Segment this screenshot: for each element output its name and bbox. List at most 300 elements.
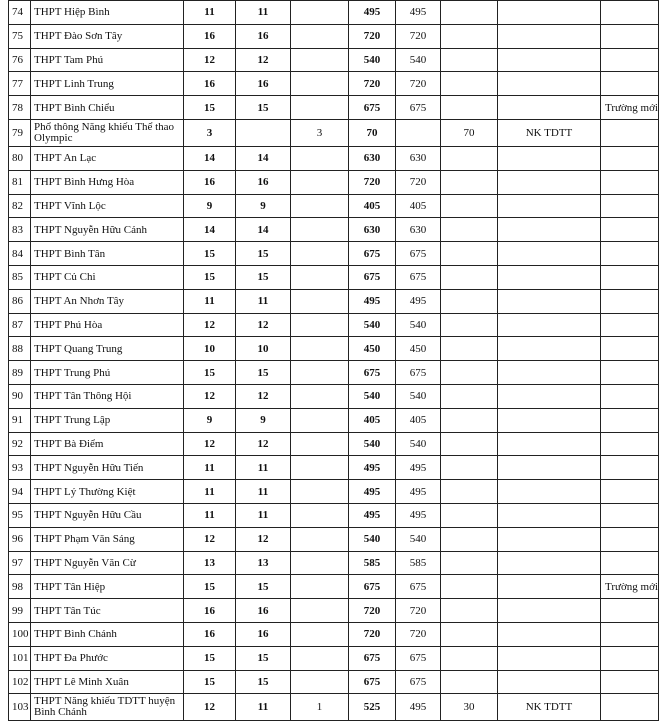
- specialization-type-cell: [498, 551, 601, 575]
- school-name-cell: THPT Tân Hiệp: [31, 575, 184, 599]
- specialized-classes-cell: [291, 456, 349, 480]
- note-cell: [601, 337, 659, 361]
- regular-students-cell: 720: [396, 170, 441, 194]
- specialized-classes-cell: [291, 194, 349, 218]
- table-row: [9, 694, 659, 721]
- total-students-cell: 540: [349, 384, 396, 408]
- specialized-classes-cell: [291, 480, 349, 504]
- specialized-classes-cell: [291, 242, 349, 266]
- table-row: [9, 646, 659, 670]
- regular-students-cell: 405: [396, 194, 441, 218]
- note-cell: [601, 408, 659, 432]
- note-cell: [601, 48, 659, 72]
- regular-classes-cell: 15: [236, 242, 291, 266]
- specialized-classes-cell: [291, 384, 349, 408]
- specialization-type-cell: [498, 24, 601, 48]
- regular-students-cell: 675: [396, 96, 441, 120]
- total-classes-cell: 11: [184, 289, 236, 313]
- note-cell: [601, 527, 659, 551]
- specialization-type-cell: [498, 313, 601, 337]
- regular-classes-cell: 15: [236, 575, 291, 599]
- school-name-cell: THPT Bình Chánh: [31, 622, 184, 646]
- regular-classes-cell: 15: [236, 96, 291, 120]
- specialized-students-cell: [441, 361, 498, 385]
- note-cell: [601, 242, 659, 266]
- specialization-type-cell: [498, 265, 601, 289]
- school-name-cell: THPT Phạm Văn Sáng: [31, 527, 184, 551]
- specialization-type-cell: [498, 408, 601, 432]
- specialization-type-cell: [498, 1, 601, 25]
- regular-students-cell: 495: [396, 503, 441, 527]
- specialization-type-cell: [498, 72, 601, 96]
- specialization-type-cell: NK TDTT: [498, 119, 601, 146]
- total-students-cell: 540: [349, 313, 396, 337]
- school-name-cell: THPT Hiệp Bình: [31, 1, 184, 25]
- regular-students-cell: 495: [396, 694, 441, 721]
- specialized-classes-cell: [291, 1, 349, 25]
- table-row: [9, 218, 659, 242]
- regular-students-cell: 675: [396, 265, 441, 289]
- specialization-type-cell: [498, 48, 601, 72]
- specialized-students-cell: [441, 575, 498, 599]
- total-students-cell: 540: [349, 432, 396, 456]
- specialization-type-cell: [498, 384, 601, 408]
- specialized-classes-cell: [291, 622, 349, 646]
- total-students-cell: 495: [349, 480, 396, 504]
- regular-classes-cell: 10: [236, 337, 291, 361]
- regular-students-cell: 585: [396, 551, 441, 575]
- total-classes-cell: 9: [184, 194, 236, 218]
- row-number-cell: 76: [9, 48, 31, 72]
- specialized-students-cell: [441, 1, 498, 25]
- total-classes-cell: 13: [184, 551, 236, 575]
- specialized-students-cell: [441, 432, 498, 456]
- specialized-students-cell: [441, 218, 498, 242]
- total-students-cell: 720: [349, 24, 396, 48]
- school-name-cell: THPT Năng khiếu TDTT huyện Bình Chánh: [31, 694, 184, 721]
- total-students-cell: 720: [349, 170, 396, 194]
- regular-students-cell: 540: [396, 313, 441, 337]
- specialization-type-cell: [498, 527, 601, 551]
- school-name-cell: THPT An Nhơn Tây: [31, 289, 184, 313]
- total-classes-cell: 12: [184, 384, 236, 408]
- row-number-cell: 89: [9, 361, 31, 385]
- regular-students-cell: 495: [396, 1, 441, 25]
- total-students-cell: 495: [349, 456, 396, 480]
- total-classes-cell: 16: [184, 622, 236, 646]
- regular-students-cell: 495: [396, 456, 441, 480]
- row-number-cell: 78: [9, 96, 31, 120]
- table-row: [9, 432, 659, 456]
- table-row: [9, 599, 659, 623]
- row-number-cell: 84: [9, 242, 31, 266]
- specialization-type-cell: [498, 622, 601, 646]
- row-number-cell: 75: [9, 24, 31, 48]
- total-classes-cell: 15: [184, 575, 236, 599]
- note-cell: [601, 622, 659, 646]
- specialization-type-cell: [498, 242, 601, 266]
- note-cell: [601, 456, 659, 480]
- regular-classes-cell: 13: [236, 551, 291, 575]
- regular-classes-cell: 15: [236, 646, 291, 670]
- table-body: [9, 1, 659, 721]
- regular-classes-cell: 16: [236, 599, 291, 623]
- total-classes-cell: 12: [184, 694, 236, 721]
- note-cell: Trường mới: [601, 96, 659, 120]
- row-number-cell: 90: [9, 384, 31, 408]
- total-classes-cell: 16: [184, 72, 236, 96]
- total-classes-cell: 15: [184, 265, 236, 289]
- specialized-students-cell: 30: [441, 694, 498, 721]
- specialized-classes-cell: [291, 48, 349, 72]
- total-classes-cell: 12: [184, 432, 236, 456]
- specialized-students-cell: [441, 170, 498, 194]
- school-name-cell: THPT Vĩnh Lộc: [31, 194, 184, 218]
- total-students-cell: 495: [349, 1, 396, 25]
- row-number-cell: 98: [9, 575, 31, 599]
- specialized-classes-cell: [291, 24, 349, 48]
- regular-classes-cell: 16: [236, 72, 291, 96]
- regular-students-cell: 675: [396, 575, 441, 599]
- specialized-students-cell: [441, 622, 498, 646]
- specialized-students-cell: [441, 551, 498, 575]
- table-row: [9, 72, 659, 96]
- regular-students-cell: 450: [396, 337, 441, 361]
- specialized-students-cell: [441, 527, 498, 551]
- specialization-type-cell: [498, 194, 601, 218]
- specialized-classes-cell: [291, 432, 349, 456]
- total-students-cell: 675: [349, 96, 396, 120]
- row-number-cell: 100: [9, 622, 31, 646]
- school-name-cell: THPT Củ Chi: [31, 265, 184, 289]
- specialized-classes-cell: [291, 408, 349, 432]
- specialized-students-cell: [441, 480, 498, 504]
- table-row: [9, 313, 659, 337]
- table-row: [9, 289, 659, 313]
- regular-classes-cell: 12: [236, 384, 291, 408]
- specialized-students-cell: [441, 646, 498, 670]
- row-number-cell: 81: [9, 170, 31, 194]
- table-row: [9, 527, 659, 551]
- note-cell: [601, 646, 659, 670]
- specialized-classes-cell: [291, 599, 349, 623]
- row-number-cell: 95: [9, 503, 31, 527]
- regular-classes-cell: 11: [236, 480, 291, 504]
- table-row: [9, 551, 659, 575]
- total-students-cell: 405: [349, 194, 396, 218]
- specialized-classes-cell: [291, 575, 349, 599]
- note-cell: [601, 670, 659, 694]
- specialized-students-cell: [441, 48, 498, 72]
- total-classes-cell: 11: [184, 1, 236, 25]
- regular-classes-cell: 12: [236, 48, 291, 72]
- regular-students-cell: 720: [396, 622, 441, 646]
- regular-students-cell: 675: [396, 670, 441, 694]
- row-number-cell: 87: [9, 313, 31, 337]
- total-students-cell: 720: [349, 622, 396, 646]
- school-name-cell: THPT Bà Điểm: [31, 432, 184, 456]
- specialization-type-cell: [498, 218, 601, 242]
- regular-students-cell: 495: [396, 480, 441, 504]
- total-students-cell: 630: [349, 146, 396, 170]
- regular-classes-cell: 12: [236, 527, 291, 551]
- note-cell: [601, 194, 659, 218]
- note-cell: [601, 361, 659, 385]
- note-cell: Trường mới: [601, 575, 659, 599]
- note-cell: [601, 432, 659, 456]
- school-name-cell: THPT Trung Lập: [31, 408, 184, 432]
- note-cell: [601, 146, 659, 170]
- regular-classes-cell: 16: [236, 622, 291, 646]
- total-students-cell: 675: [349, 361, 396, 385]
- specialized-classes-cell: [291, 361, 349, 385]
- note-cell: [601, 694, 659, 721]
- total-students-cell: 675: [349, 575, 396, 599]
- total-students-cell: 405: [349, 408, 396, 432]
- regular-students-cell: 540: [396, 527, 441, 551]
- specialized-classes-cell: [291, 96, 349, 120]
- regular-students-cell: 675: [396, 361, 441, 385]
- total-classes-cell: 14: [184, 146, 236, 170]
- school-name-cell: THPT Nguyễn Hữu Cảnh: [31, 218, 184, 242]
- specialized-classes-cell: [291, 72, 349, 96]
- row-number-cell: 77: [9, 72, 31, 96]
- note-cell: [601, 1, 659, 25]
- total-classes-cell: 3: [184, 119, 236, 146]
- note-cell: [601, 24, 659, 48]
- total-students-cell: 70: [349, 119, 396, 146]
- note-cell: [601, 218, 659, 242]
- note-cell: [601, 72, 659, 96]
- school-name-cell: THPT Nguyễn Hữu Tiến: [31, 456, 184, 480]
- specialized-classes-cell: [291, 551, 349, 575]
- regular-classes-cell: 11: [236, 456, 291, 480]
- total-classes-cell: 12: [184, 313, 236, 337]
- total-students-cell: 675: [349, 242, 396, 266]
- regular-classes-cell: 11: [236, 694, 291, 721]
- regular-classes-cell: 12: [236, 313, 291, 337]
- total-students-cell: 540: [349, 527, 396, 551]
- school-name-cell: THPT Bình Tân: [31, 242, 184, 266]
- regular-students-cell: 405: [396, 408, 441, 432]
- note-cell: [601, 503, 659, 527]
- table-row: [9, 622, 659, 646]
- regular-students-cell: 540: [396, 48, 441, 72]
- specialized-students-cell: [441, 96, 498, 120]
- specialized-classes-cell: [291, 265, 349, 289]
- table-row: [9, 1, 659, 25]
- specialized-classes-cell: [291, 146, 349, 170]
- specialized-classes-cell: [291, 527, 349, 551]
- row-number-cell: 88: [9, 337, 31, 361]
- row-number-cell: 86: [9, 289, 31, 313]
- school-name-cell: THPT An Lạc: [31, 146, 184, 170]
- specialized-students-cell: [441, 503, 498, 527]
- total-students-cell: 630: [349, 218, 396, 242]
- regular-classes-cell: 15: [236, 265, 291, 289]
- row-number-cell: 85: [9, 265, 31, 289]
- regular-classes-cell: 11: [236, 1, 291, 25]
- row-number-cell: 96: [9, 527, 31, 551]
- school-name-cell: THPT Tam Phú: [31, 48, 184, 72]
- row-number-cell: 94: [9, 480, 31, 504]
- school-name-cell: THPT Lê Minh Xuân: [31, 670, 184, 694]
- row-number-cell: 74: [9, 1, 31, 25]
- total-students-cell: 675: [349, 265, 396, 289]
- school-name-cell: Phổ thông Năng khiếu Thể thao Olympic: [31, 119, 184, 146]
- total-classes-cell: 15: [184, 646, 236, 670]
- table-row: [9, 408, 659, 432]
- specialized-students-cell: [441, 194, 498, 218]
- table-row: [9, 480, 659, 504]
- total-classes-cell: 11: [184, 480, 236, 504]
- total-students-cell: 495: [349, 289, 396, 313]
- school-name-cell: THPT Tân Thông Hội: [31, 384, 184, 408]
- regular-students-cell: 720: [396, 599, 441, 623]
- regular-students-cell: 720: [396, 24, 441, 48]
- row-number-cell: 79: [9, 119, 31, 146]
- total-classes-cell: 15: [184, 96, 236, 120]
- specialized-students-cell: [441, 72, 498, 96]
- specialized-students-cell: [441, 599, 498, 623]
- specialization-type-cell: [498, 599, 601, 623]
- regular-students-cell: 495: [396, 289, 441, 313]
- regular-classes-cell: [236, 119, 291, 146]
- total-classes-cell: 10: [184, 337, 236, 361]
- regular-students-cell: 720: [396, 72, 441, 96]
- school-name-cell: THPT Đào Sơn Tây: [31, 24, 184, 48]
- total-classes-cell: 16: [184, 599, 236, 623]
- total-classes-cell: 12: [184, 48, 236, 72]
- specialization-type-cell: [498, 170, 601, 194]
- regular-classes-cell: 15: [236, 670, 291, 694]
- total-classes-cell: 14: [184, 218, 236, 242]
- regular-students-cell: [396, 119, 441, 146]
- specialized-classes-cell: [291, 337, 349, 361]
- specialized-students-cell: [441, 265, 498, 289]
- total-classes-cell: 15: [184, 361, 236, 385]
- table-row: [9, 575, 659, 599]
- specialized-classes-cell: [291, 289, 349, 313]
- total-classes-cell: 9: [184, 408, 236, 432]
- total-students-cell: 720: [349, 599, 396, 623]
- school-name-cell: THPT Đa Phước: [31, 646, 184, 670]
- row-number-cell: 93: [9, 456, 31, 480]
- table-row: [9, 24, 659, 48]
- specialized-classes-cell: [291, 646, 349, 670]
- table-row: [9, 48, 659, 72]
- school-name-cell: THPT Phú Hòa: [31, 313, 184, 337]
- specialized-students-cell: [441, 146, 498, 170]
- regular-students-cell: 675: [396, 242, 441, 266]
- specialized-students-cell: [441, 670, 498, 694]
- row-number-cell: 97: [9, 551, 31, 575]
- total-classes-cell: 16: [184, 24, 236, 48]
- specialization-type-cell: [498, 646, 601, 670]
- regular-students-cell: 675: [396, 646, 441, 670]
- specialized-students-cell: [441, 456, 498, 480]
- total-students-cell: 585: [349, 551, 396, 575]
- table-row: [9, 96, 659, 120]
- regular-students-cell: 630: [396, 218, 441, 242]
- specialization-type-cell: [498, 337, 601, 361]
- table-row: [9, 456, 659, 480]
- specialized-students-cell: [441, 313, 498, 337]
- total-classes-cell: 15: [184, 242, 236, 266]
- specialized-students-cell: [441, 337, 498, 361]
- school-quota-table: [8, 0, 659, 721]
- specialization-type-cell: [498, 503, 601, 527]
- row-number-cell: 101: [9, 646, 31, 670]
- total-classes-cell: 16: [184, 170, 236, 194]
- table-row: [9, 194, 659, 218]
- row-number-cell: 91: [9, 408, 31, 432]
- row-number-cell: 80: [9, 146, 31, 170]
- total-students-cell: 675: [349, 670, 396, 694]
- regular-classes-cell: 9: [236, 194, 291, 218]
- specialized-classes-cell: [291, 503, 349, 527]
- school-name-cell: THPT Nguyễn Hữu Cầu: [31, 503, 184, 527]
- specialized-students-cell: [441, 289, 498, 313]
- school-name-cell: THPT Bình Chiểu: [31, 96, 184, 120]
- table-row: [9, 170, 659, 194]
- specialized-students-cell: [441, 24, 498, 48]
- note-cell: [601, 119, 659, 146]
- specialized-classes-cell: 1: [291, 694, 349, 721]
- row-number-cell: 92: [9, 432, 31, 456]
- specialization-type-cell: [498, 361, 601, 385]
- total-students-cell: 540: [349, 48, 396, 72]
- specialized-classes-cell: [291, 170, 349, 194]
- total-students-cell: 525: [349, 694, 396, 721]
- note-cell: [601, 170, 659, 194]
- regular-classes-cell: 9: [236, 408, 291, 432]
- specialization-type-cell: [498, 432, 601, 456]
- table-row: [9, 119, 659, 146]
- regular-classes-cell: 16: [236, 170, 291, 194]
- specialization-type-cell: [498, 480, 601, 504]
- row-number-cell: 99: [9, 599, 31, 623]
- regular-classes-cell: 14: [236, 218, 291, 242]
- specialized-students-cell: 70: [441, 119, 498, 146]
- specialized-students-cell: [441, 242, 498, 266]
- school-name-cell: THPT Quang Trung: [31, 337, 184, 361]
- school-name-cell: THPT Tân Túc: [31, 599, 184, 623]
- table-row: [9, 361, 659, 385]
- note-cell: [601, 313, 659, 337]
- regular-students-cell: 540: [396, 384, 441, 408]
- note-cell: [601, 384, 659, 408]
- row-number-cell: 103: [9, 694, 31, 721]
- total-classes-cell: 15: [184, 670, 236, 694]
- school-name-cell: THPT Trung Phú: [31, 361, 184, 385]
- specialization-type-cell: [498, 575, 601, 599]
- row-number-cell: 83: [9, 218, 31, 242]
- total-students-cell: 450: [349, 337, 396, 361]
- specialization-type-cell: [498, 456, 601, 480]
- row-number-cell: 82: [9, 194, 31, 218]
- specialization-type-cell: NK TDTT: [498, 694, 601, 721]
- total-students-cell: 675: [349, 646, 396, 670]
- school-name-cell: THPT Bình Hưng Hòa: [31, 170, 184, 194]
- specialized-classes-cell: 3: [291, 119, 349, 146]
- school-name-cell: THPT Linh Trung: [31, 72, 184, 96]
- specialization-type-cell: [498, 96, 601, 120]
- table-row: [9, 337, 659, 361]
- school-name-cell: THPT Lý Thường Kiệt: [31, 480, 184, 504]
- regular-classes-cell: 15: [236, 361, 291, 385]
- specialized-classes-cell: [291, 670, 349, 694]
